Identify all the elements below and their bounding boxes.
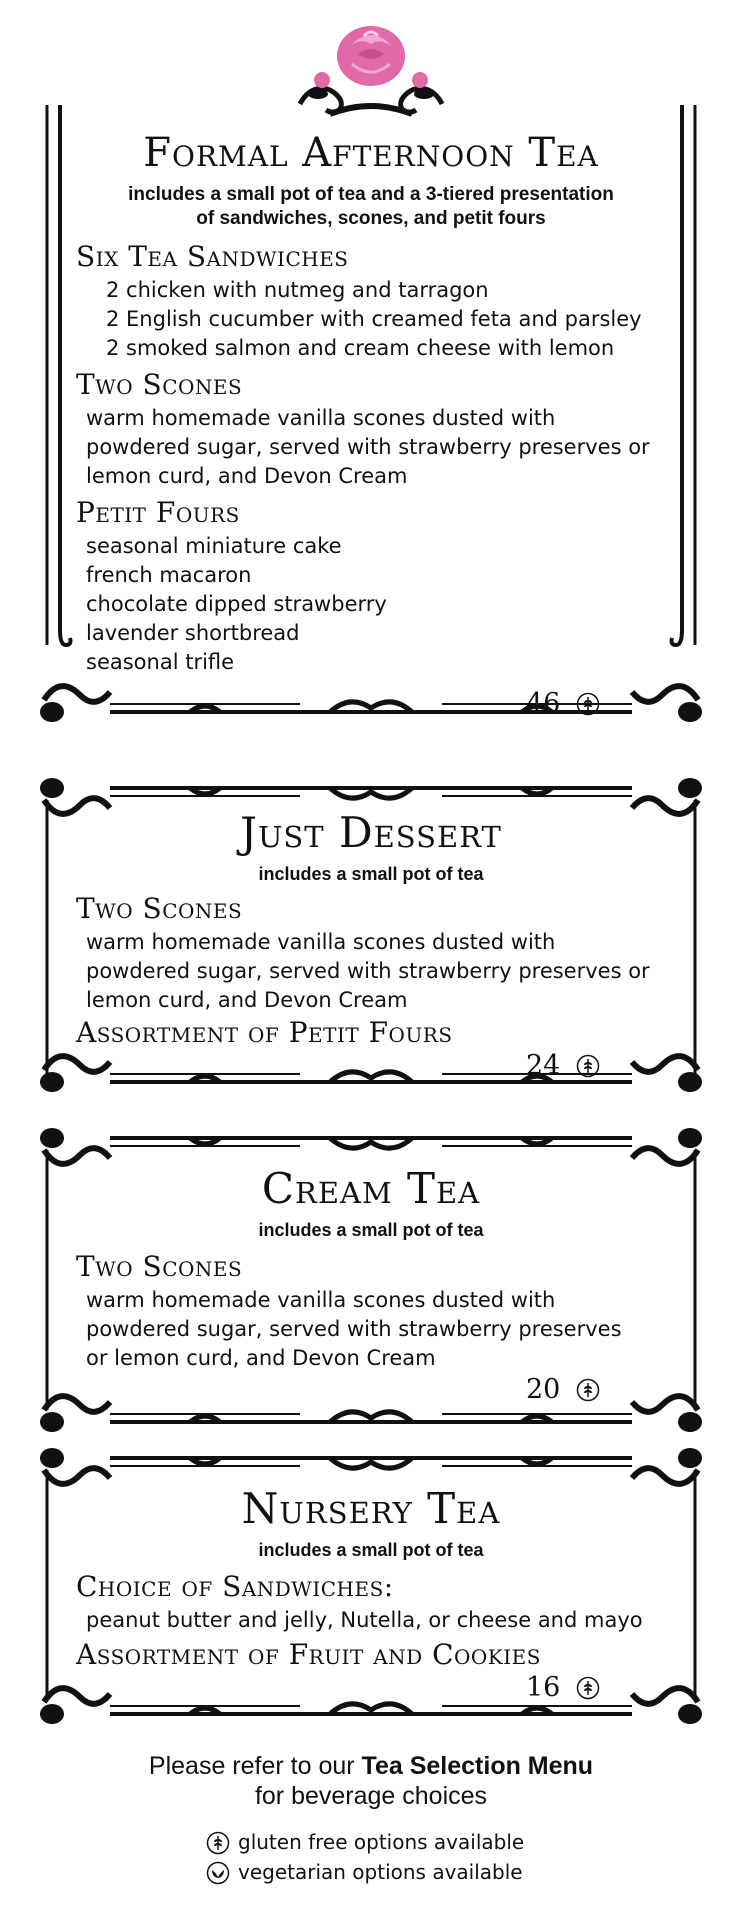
nursery-tea-title: Nursery Tea xyxy=(241,1484,501,1533)
formal-afternoon-tea-panel xyxy=(0,100,742,760)
sandwich-item: 2 smoked salmon and cream cheese with lemon xyxy=(106,336,615,360)
sandwich-choices: peanut butter and jelly, Nutella, or cheese and mayo xyxy=(86,1608,643,1632)
scones-description: lemon curd, and Devon Cream xyxy=(86,988,408,1012)
beverage-choices-text: for beverage choices xyxy=(254,1782,488,1810)
vegetarian-leaf-icon xyxy=(206,1861,230,1885)
petit-four-item: french macaron xyxy=(86,563,252,587)
vegetarian-label: vegetarian options available xyxy=(238,1860,523,1884)
petit-fours-heading: Petit Fours xyxy=(76,496,240,529)
gluten-free-icon xyxy=(576,1676,600,1700)
gluten-free-icon xyxy=(576,1054,600,1078)
petit-four-item: seasonal miniature cake xyxy=(86,534,342,558)
scones-description: warm homemade vanilla scones dusted with xyxy=(86,406,556,430)
scones-description: powdered sugar, served with strawberry preserves or xyxy=(86,435,650,459)
petit-four-item: seasonal trifle xyxy=(86,650,235,674)
just-dessert-panel xyxy=(0,760,742,1120)
formal-tea-subtitle-1: includes a small pot of tea and a 3-tiered presentation xyxy=(128,184,614,205)
two-scones-heading: Two Scones xyxy=(76,892,243,925)
reference-text: Please refer to our xyxy=(148,1752,362,1780)
scones-description: warm homemade vanilla scones dusted with xyxy=(86,930,556,954)
scones-description: lemon curd, and Devon Cream xyxy=(86,464,408,488)
two-scones-heading: Two Scones xyxy=(76,1250,243,1283)
scones-description: or lemon curd, and Devon Cream xyxy=(86,1346,436,1370)
sandwich-item: 2 English cucumber with creamed feta and parsley xyxy=(106,307,642,331)
formal-tea-subtitle-2: of sandwiches, scones, and petit fours xyxy=(196,208,546,229)
two-scones-heading: Two Scones xyxy=(76,368,243,401)
sandwich-item: 2 chicken with nutmeg and tarragon xyxy=(106,278,489,302)
cream-tea-title: Cream Tea xyxy=(261,1164,481,1213)
petit-four-item: lavender shortbread xyxy=(86,621,300,645)
formal-tea-price: 46 xyxy=(526,688,561,719)
gluten-free-label: gluten free options available xyxy=(238,1830,525,1854)
just-dessert-title: Just Dessert xyxy=(240,808,502,857)
gluten-free-icon xyxy=(576,692,600,716)
gluten-free-icon xyxy=(576,1378,600,1402)
cream-tea-price: 20 xyxy=(526,1374,561,1405)
six-tea-sandwiches-heading: Six Tea Sandwiches xyxy=(76,240,349,273)
assortment-petit-fours-heading: Assortment of Petit Fours xyxy=(76,1016,453,1049)
petit-four-item: chocolate dipped strawberry xyxy=(86,592,387,616)
nursery-tea-panel xyxy=(0,1440,742,1740)
cream-tea-panel xyxy=(0,1120,742,1440)
choice-of-sandwiches-heading: Choice of Sandwiches: xyxy=(76,1570,394,1603)
gluten-free-icon xyxy=(206,1831,230,1855)
cream-tea-subtitle: includes a small pot of tea xyxy=(258,1220,484,1240)
tea-selection-menu-link: Tea Selection Menu xyxy=(361,1752,594,1780)
nursery-tea-subtitle: includes a small pot of tea xyxy=(258,1540,484,1560)
formal-tea-title: Formal Afternoon Tea xyxy=(143,130,599,176)
fruit-cookies-heading: Assortment of Fruit and Cookies xyxy=(76,1638,541,1671)
just-dessert-price: 24 xyxy=(526,1050,561,1081)
just-dessert-subtitle: includes a small pot of tea xyxy=(258,864,484,884)
scones-description: powdered sugar, served with strawberry preserves xyxy=(86,1317,622,1341)
tea-selection-reference xyxy=(0,1752,742,1781)
scones-description: powdered sugar, served with strawberry preserves or xyxy=(86,959,650,983)
nursery-tea-price: 16 xyxy=(526,1672,561,1703)
scones-description: warm homemade vanilla scones dusted with xyxy=(86,1288,556,1312)
